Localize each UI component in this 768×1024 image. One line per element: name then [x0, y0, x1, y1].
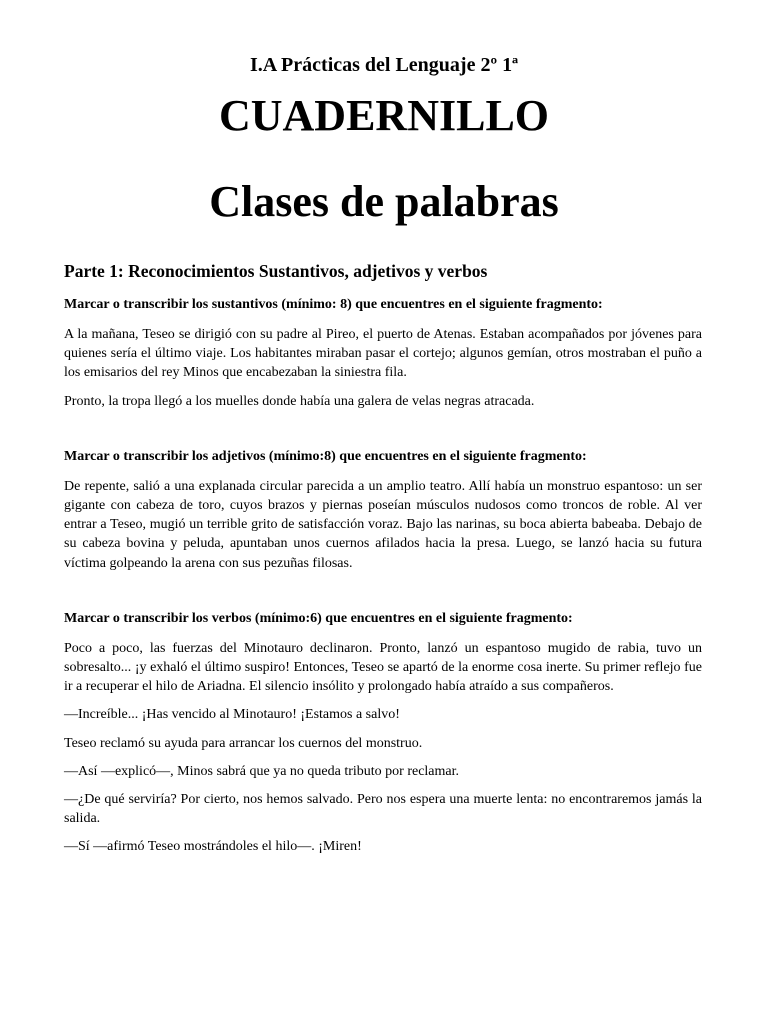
section-spacer	[64, 582, 702, 609]
paragraph: A la mañana, Teseo se dirigió con su padre al Pireo, el puerto de Atenas. Estaban acompañados por jóvenes para quienes sería el último viaje. Los habitantes miraban pasar el cortejo; algunos gemían, otros mostraban el puño a los emisarios del rey Minos que encabezaban la siniestra fila.	[64, 327, 702, 381]
instruction-sustantivos: Marcar o transcribir los sustantivos (mínimo: 8) que encuentres en el siguiente fragmento:	[64, 297, 603, 312]
paragraph: Poco a poco, las fuerzas del Minotauro declinaron. Pronto, lanzó un espantoso mugido de rabia, tuvo un sobresalto... ¡y exhaló el último suspiro! Entonces, Teseo se apartó de la enorme cosa inerte. Su primer reflejo fue ir a recuperar el hilo de Ariadna. El silencio insólito y prolongado había atraído a sus compañeros.	[64, 640, 702, 695]
section-spacer	[64, 420, 702, 447]
document-body	[64, 259, 702, 866]
part-heading: Parte 1: Reconocimientos Sustantivos, adjetivos y verbos	[64, 261, 488, 281]
dialogue-line: —Así —explicó—, Minos sabrá que ya no queda tributo por reclamar.	[64, 763, 460, 779]
instruction-verbos: Marcar o transcribir los verbos (mínimo:6) que encuentres en el siguiente fragmento:	[64, 610, 573, 626]
document-subtitle: Clases de palabras	[209, 177, 559, 226]
paragraph: Teseo reclamó su ayuda para arrancar los cuernos del monstruo.	[64, 735, 423, 751]
section-sustantivos	[64, 295, 702, 411]
document-header: I.A Prácticas del Lenguaje 2º 1ª	[249, 54, 519, 76]
instruction-adjetivos: Marcar o transcribir los adjetivos (mínimo:8) que encuentres en el siguiente fragmento:	[64, 448, 587, 464]
dialogue-line: —Sí —afirmó Teseo mostrándoles el hilo—. ¡Miren!	[64, 839, 362, 855]
paragraph: Pronto, la tropa llegó a los muelles donde había una galera de velas negras atracada.	[64, 393, 535, 409]
dialogue-line: —Increíble... ¡Has vencido al Minotauro! ¡Estamos a salvo!	[64, 707, 400, 723]
paragraph: De repente, salió a una explanada circular parecida a un amplio teatro. Allí había un monstruo espantoso: un ser gigante con cabeza de toro, cuyos brazos y piernas poseían músculos nudosos como troncos de roble. Al ver entrar a Teseo, mugió un terrible grito de satisfacción voraz. Bajo las narinas, su boca abierta babeaba. Debajo de su cabeza bovina y peluda, apuntaban unos cuernos afilados hacia la presa. Luego, se lanzó hacia su futura víctima golpeando la arena con sus pezuñas filosas.	[64, 478, 702, 571]
document-title: CUADERNILLO	[218, 91, 550, 140]
dialogue-line: —¿De qué serviría? Por cierto, nos hemos salvado. Pero nos espera una muerte lenta: no encontraremos jamás la salida.	[64, 792, 702, 827]
section-adjetivos	[64, 447, 702, 573]
section-verbos	[64, 609, 702, 857]
